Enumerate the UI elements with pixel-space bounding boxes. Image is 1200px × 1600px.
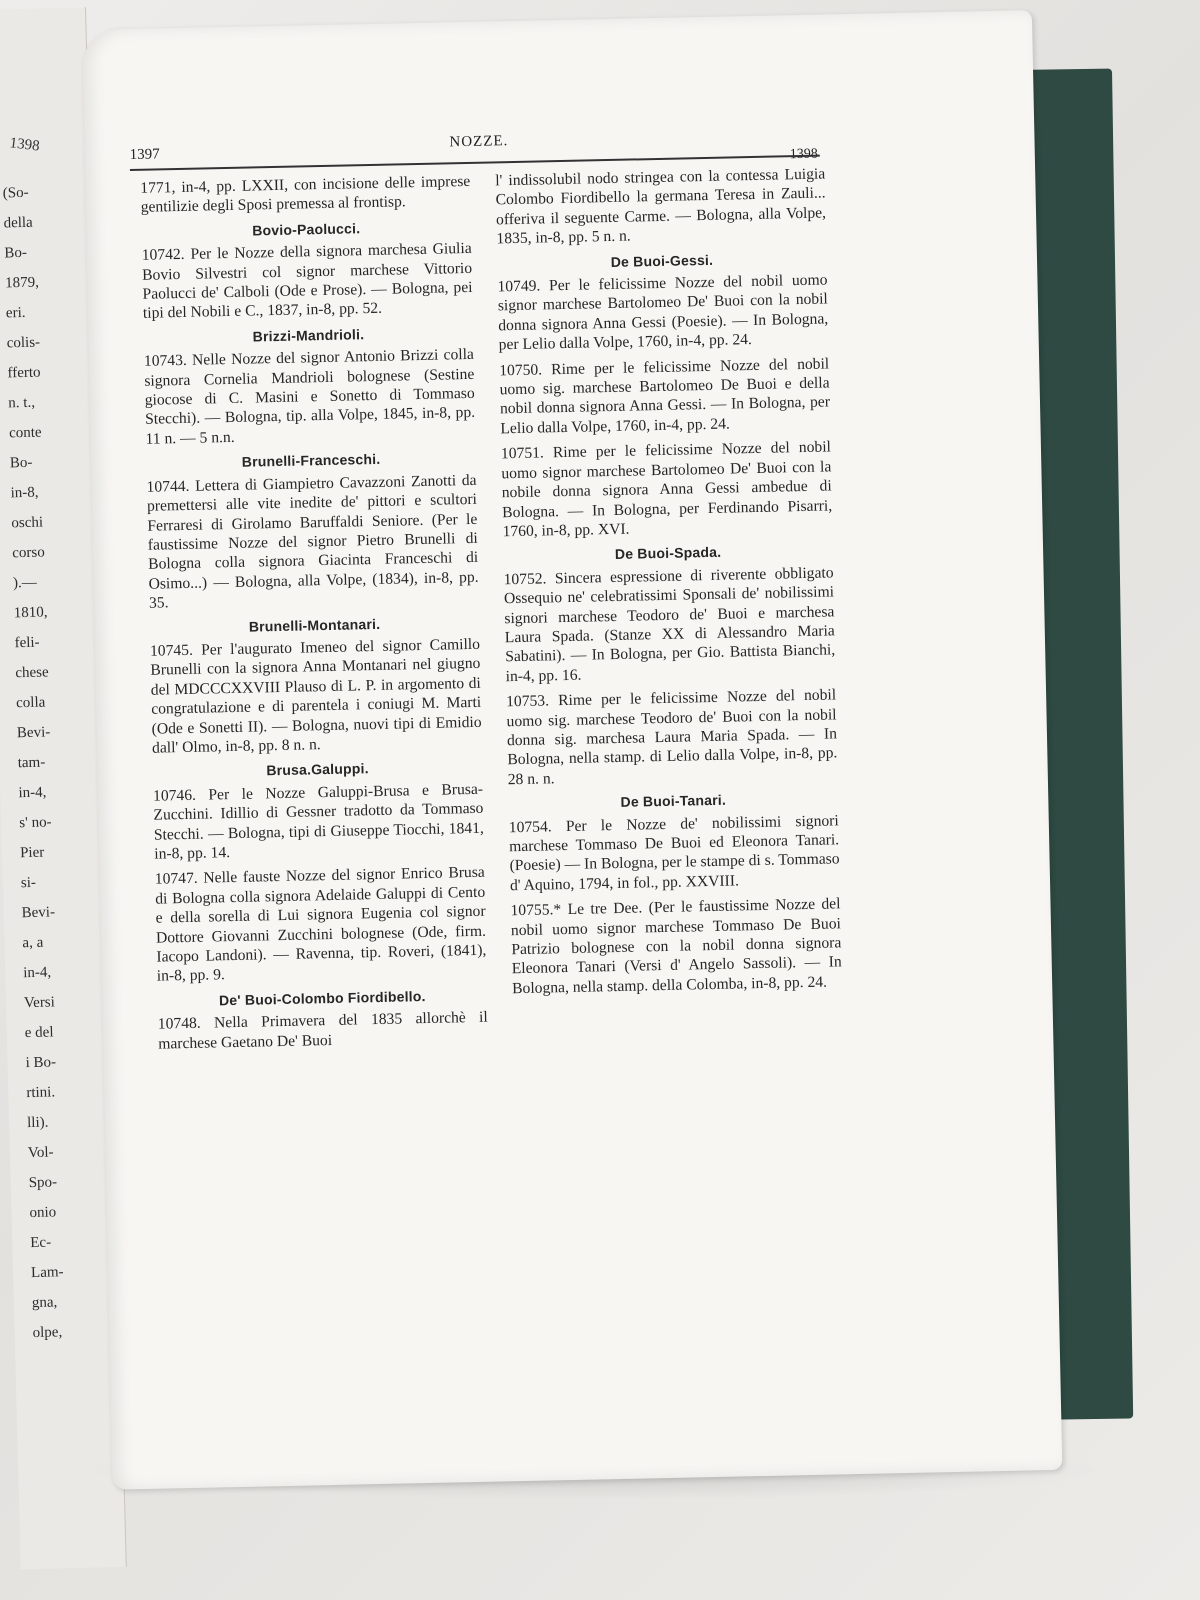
section-heading: Bovio-Paolucci.	[252, 220, 361, 239]
bibliography-entry: 10742. Per le Nozze della signora marchesa Giulia Bovio Silvestri col signor marchese Vittorio Paolucci de' Calboli (Ode e Prose). — Bologna, pei tipi del Nobili e C., 1837, in-8, pp. 52.	[141, 240, 473, 323]
section-heading: De Buoi-Gessi.	[610, 251, 714, 270]
page-number-left: 1397	[129, 146, 160, 164]
left-page-fragment: a, a	[22, 934, 44, 952]
left-page-fragment: Spo-	[28, 1174, 58, 1192]
left-page-fragment: n. t.,	[8, 394, 36, 412]
left-page-fragment: in-8,	[10, 484, 39, 502]
bibliography-entry: 10748. Nella Primavera del 1835 allorchè il marchese Gaetano De' Buoi	[157, 1008, 488, 1053]
left-page-fragment: tam-	[17, 754, 46, 772]
bibliography-entry: 10749. Per le felicissime Nozze del nobil uomo signor marchese Bartolomeo De' Buoi con la nobil donna signora Anna Gessi (Poesie). — In Bologna, per Lelio dalla Volpe, 1760, in-4, pp. 24.	[497, 271, 829, 354]
bibliography-entry: 10750. Rime per le felicissime Nozze del nobil uomo sig. marchese Bartolomeo De Buoi e della nobil donna signora Anna Gessi. — In Bologna, per Lelio dalla Volpe, 1760, in-4, pp. 24.	[499, 355, 831, 438]
left-page-fragment: e del	[24, 1024, 54, 1042]
left-page-fragment: Pier	[19, 844, 45, 862]
left-page-fragment: in-4,	[18, 784, 47, 802]
bibliography-entry: 10746. Per le Nozze Galuppi-Brusa e Brusa-Zucchini. Idillio di Gessner tradotto da Tommaso Stecchi. — Bologna, tipi di Giuseppe Tiocchi, 1841, in-8, pp. 14.	[152, 780, 484, 863]
left-page-fragment: s' no-	[19, 814, 52, 832]
right-column	[495, 164, 842, 1004]
left-page-fragment: Lam-	[30, 1264, 64, 1282]
left-page-fragment: Bevi-	[16, 724, 51, 742]
section-heading: Brunelli-Montanari.	[248, 615, 381, 635]
left-page-fragment: lli).	[26, 1114, 49, 1132]
left-page-fragment: Vol-	[27, 1144, 54, 1162]
continuation-text: l' indissolubil nodo stringea con la contessa Luigia Colombo Fiordibello la germana Teresa in Zauli... offeriva il seguente Carme. — Bologna, alla Volpe, 1835, in-8, pp. 5 n. n.	[495, 165, 827, 248]
book-page	[82, 10, 1062, 1490]
bibliography-entry: 10754. Per le Nozze de' nobilissimi signori marchese Tommaso De Buoi ed Eleonora Tanari. (Poesie) — In Bologna, per le stampe di s. Tommaso d' Aquino, 1794, in fol., pp. XXVIII.	[508, 811, 840, 895]
left-page-fragment: corso	[12, 544, 45, 562]
left-page-fragment: Ec-	[30, 1234, 52, 1252]
left-page-fragment: i Bo-	[25, 1054, 57, 1072]
bibliography-entry: 10753. Rime per le felicissime Nozze del nobil uomo sig. marchese Teodoro de' Buoi con la nobil donna sig. marchesa Laura Maria Spada. — In Bologna, nella stamp. di Lelio dalla Volpe, in-8, pp. 28 n. n.	[505, 686, 838, 789]
left-page-fragment: (So-	[2, 184, 29, 202]
left-page-fragment: oschi	[11, 514, 44, 532]
left-page-fragment: fferto	[7, 364, 41, 382]
left-page-fragment: della	[3, 214, 33, 232]
bibliography-entry: 10755.* Le tre Dee. (Per le faustissime Nozze del nobil uomo signor marchese Tommaso De Buoi Patrizio bolognese con la nobil donna signora Eleonora Tanari (Versi d' Angelo Sassoli). — In Bologna, nella stamp. della Colomba, in-8, pp. 24.	[510, 895, 842, 998]
running-title: NOZZE.	[449, 133, 509, 151]
left-page-fragment: 1810,	[13, 604, 48, 622]
section-heading: De Buoi-Tanari.	[620, 791, 727, 811]
section-heading: Brunelli-Franceschi.	[241, 451, 381, 471]
left-page-fragment: Versi	[23, 994, 56, 1012]
bibliography-entry: 10751. Rime per le felicissime Nozze del nobil uomo signor marchese Bartolomeo De' Buoi con la nobile donna signora Anna Gessi ambedue di Bologna. — In Bologna, per Ferdinando Pisarri, 1760, in-8, pp. XVI.	[500, 438, 833, 541]
left-page-fragment: Bo-	[9, 454, 33, 472]
left-page-fragment: gna,	[31, 1294, 58, 1312]
section-heading: De Buoi-Spada.	[614, 544, 722, 563]
left-page-fragment: Bevi-	[21, 904, 56, 922]
left-page-fragment: conte	[8, 424, 42, 442]
left-page-fragment: chese	[15, 664, 49, 682]
left-column	[140, 172, 488, 1060]
bibliography-entry: 10752. Sincera espressione di riverente obbligato Ossequio ne' celebratissimi Sponsali de' nobilissimi signori marchese Teodoro de' Buoi e marchesa Laura Spada. (Stanze XX di Alessandro Maria Sabatini). — In Bologna, per Gio. Battista Bianchi, in-4, pp. 16.	[503, 564, 836, 686]
bibliography-entry: 10743. Nelle Nozze del signor Antonio Brizzi colla signora Cornelia Mandrioli bolognese (Sestine giocose di C. Masini e Sonetto di Tommaso Stecchi). — Bologna, tip. alla Volpe, 1845, in-8, pp. 11 n. — 5 n.n.	[143, 346, 476, 448]
bibliography-entry: 10745. Per l'augurato Imeneo del signor Camillo Brunelli con la signora Anna Montanari nel giugno del MDCCCXXVIII Plauso di L. P. in argomento di congratulazione e di parentela i coniugi M. Marti (Ode e Sonetti II). — Bologna, nuovi tipi di Emidio dall' Olmo, in-8, pp. 8 n. n.	[149, 635, 482, 757]
left-page-fragment: eri.	[5, 304, 26, 322]
section-heading: De' Buoi-Colombo Fiordibello.	[218, 987, 426, 1009]
left-page-fragment: colla	[15, 694, 46, 712]
left-page-fragment: si-	[20, 874, 37, 892]
section-heading: Brizzi-Mandrioli.	[252, 326, 365, 345]
left-page-fragment: in-4,	[23, 964, 52, 982]
continuation-text: 1771, in-4, pp. LXXII, con incisione delle imprese gentilizie degli Sposi premessa al frontisp.	[140, 172, 471, 217]
left-page-number: 1398	[8, 135, 41, 155]
left-page-fragment: ).—	[12, 574, 37, 592]
left-page-fragment: colis-	[6, 334, 41, 352]
bibliography-entry: 10747. Nelle fauste Nozze del signor Enrico Brusa di Bologna colla signora Adelaide Galuppi di Cento e della sorella di Lui signora Eugenia col signor Dottore Giovanni Zucchini bolognese (Ode, firm. Iacopo Landoni). — Ravenna, tip. Roveri, (1841), in-8, pp. 9.	[154, 864, 487, 986]
left-page-fragment: olpe,	[32, 1324, 63, 1342]
bibliography-entry: 10744. Lettera di Giampietro Cavazzoni Zanotti da premettersi alle vite inedite de' pittori e scultori Ferraresi di Girolamo Baruffaldi Seniore. (Per le faustissime Nozze del signor Pietro Brunelli di Bologna colla signora Giacinta Franceschi di Osimo...) — Bologna, alla Volpe, (1834), in-8, pp. 35.	[146, 471, 479, 612]
left-page-fragment: rtini.	[26, 1084, 56, 1102]
left-page-fragment: onio	[29, 1204, 57, 1222]
section-heading: Brusa.Galuppi.	[266, 760, 369, 779]
left-page-fragment: 1879,	[4, 274, 40, 292]
left-page-fragment: feli-	[14, 634, 40, 652]
left-page-fragment: Bo-	[4, 244, 28, 262]
